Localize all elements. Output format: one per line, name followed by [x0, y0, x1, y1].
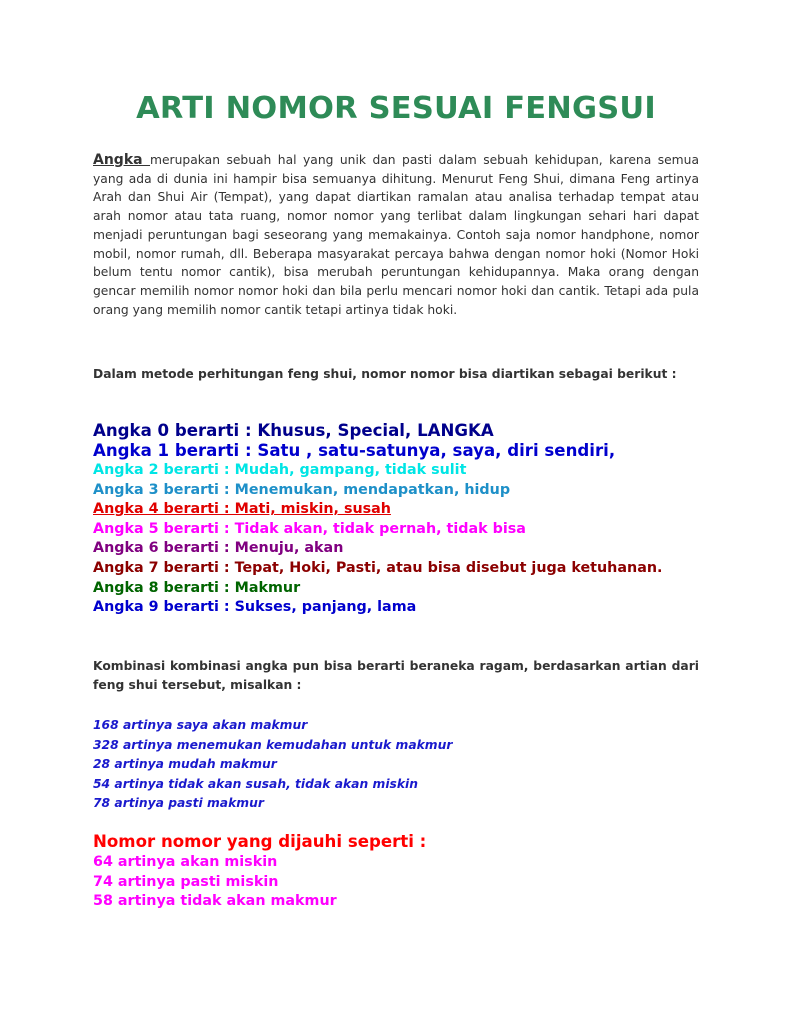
combination-list	[93, 716, 699, 814]
avoid-heading: Nomor nomor yang dijauhi seperti :	[93, 832, 427, 851]
meaning-item-3: Angka 3 berarti : Menemukan, mendapatkan, hidup	[93, 481, 511, 498]
combination-item: 28 artinya mudah makmur	[93, 757, 277, 772]
combination-item: 54 artinya tidak akan susah, tidak akan miskin	[93, 776, 419, 791]
avoid-item: 74 artinya pasti miskin	[93, 873, 279, 890]
meaning-item-4: Angka 4 berarti : Mati, miskin, susah	[93, 501, 391, 518]
method-intro: Dalam metode perhitungan feng shui, nomor nomor bisa diartikan sebagai berikut :	[93, 367, 677, 381]
avoid-list	[93, 853, 337, 912]
avoid-item: 58 artinya tidak akan makmur	[93, 893, 337, 909]
meaning-item-9: Angka 9 berarti : Sukses, panjang, lama	[93, 599, 417, 616]
combination-intro: Kombinasi kombinasi angka pun bisa berarti beraneka ragam, berdasarkan artian dari feng shui tersebut, misalkan :	[93, 659, 699, 692]
meaning-item-5: Angka 5 berarti : Tidak akan, tidak pernah, tidak bisa	[93, 520, 526, 537]
page-title: ARTI NOMOR SESUAI FENGSUI	[136, 91, 656, 126]
combination-item: 328 artinya menemukan kemudahan untuk makmur	[93, 737, 453, 752]
avoid-item: 64 artinya akan miskin	[93, 854, 278, 870]
meaning-item-2: Angka 2 berarti : Mudah, gampang, tidak sulit	[93, 462, 467, 478]
meaning-item-7: Angka 7 berarti : Tepat, Hoki, Pasti, atau bisa disebut juga ketuhanan.	[93, 559, 663, 576]
meaning-item-0: Angka 0 berarti : Khusus, Special, LANGKA	[93, 421, 494, 440]
intro-text: merupakan sebuah hal yang unik dan pasti dalam sebuah kehidupan, karena semua yang ada di dunia ini hampir bisa semuanya dihitung. Menurut Feng Shui, dimana Feng artinya Arah dan Shui Air (Tempat), yang dapat diartikan ramalan atau analisa terhadap tempat atau arah nomor atau tata ruang, nomor nomor yang terlibat dalam lingkungan sehari hari dapat menjadi peruntungan bagi seseorang yang memakainya. Contoh saja nomor handphone, nomor mobil, nomor rumah, dll. Beberapa masyarakat percaya bahwa dengan nomor hoki (Nomor Hoki belum tentu nomor cantik), bisa merubah peruntungan kehidupannya. Maka orang dengan gencar memilih nomor nomor hoki dan bila perlu mencari nomor hoki dan cantik. Tetapi ada pula orang yang memilih nomor cantik tetapi artinya tidak hoki.	[93, 153, 699, 317]
meaning-item-6: Angka 6 berarti : Menuju, akan	[93, 540, 344, 557]
number-meanings-list	[93, 421, 699, 618]
intro-lead-word: Angka	[93, 152, 151, 168]
combination-item: 168 artinya saya akan makmur	[93, 718, 308, 732]
combination-item: 78 artinya pasti makmur	[93, 796, 264, 811]
meaning-item-1: Angka 1 berarti : Satu , satu-satunya, saya, diri sendiri,	[93, 441, 616, 460]
intro-paragraph	[93, 151, 699, 319]
meaning-item-8: Angka 8 berarti : Makmur	[93, 579, 301, 596]
